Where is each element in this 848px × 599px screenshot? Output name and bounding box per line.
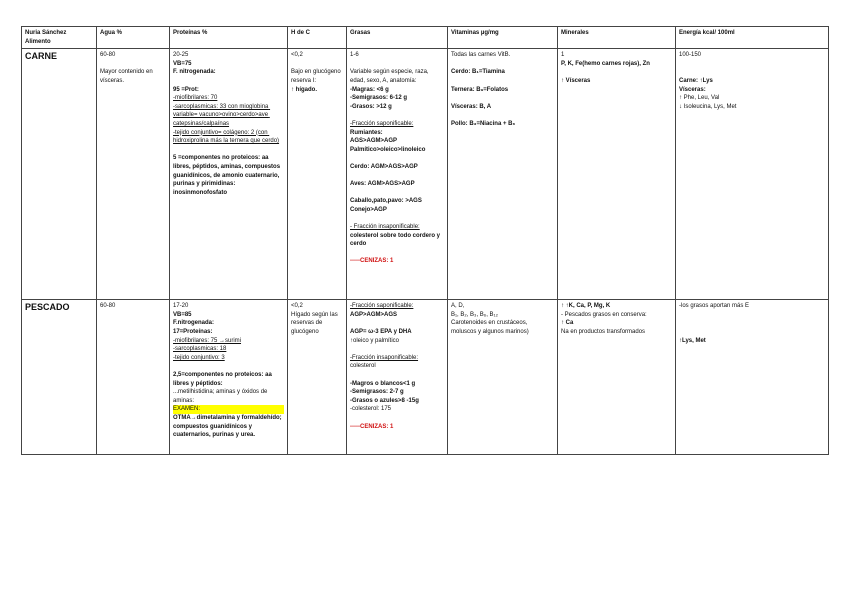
- header-food: Nuria Sánchez Alimento: [22, 27, 97, 49]
- row-carne: [22, 49, 829, 300]
- header-protein: Proteínas %: [170, 27, 288, 49]
- header-fat: Grasas: [347, 27, 448, 49]
- cell-line: AGS>AGM>AGP: [350, 138, 398, 145]
- cell-line: [451, 60, 554, 69]
- cell-energy: [676, 300, 829, 455]
- cell-line: [679, 311, 825, 320]
- cell-line: Vísceras: B, A: [451, 103, 492, 110]
- cell-line: Pollo: B₃=Niacina + B₆: [451, 120, 516, 127]
- cell-line: [350, 189, 444, 198]
- cell-line: ...metilhistidina; aminas y óxidos de aminas:: [173, 389, 270, 404]
- cell-line: Ternera: B₉=Folatos: [451, 86, 509, 93]
- cell-line: Conejo>AGP: [350, 206, 387, 213]
- cell-line: B₁, B₂, B₃, B₆, B₁₂: [451, 311, 498, 318]
- cell-line: 20-25: [173, 52, 189, 59]
- cell-line: [291, 60, 343, 69]
- cell-minerals: [558, 300, 676, 455]
- cell-protein: [170, 49, 288, 300]
- cell-line: -----CENIZAS: 1: [350, 258, 394, 265]
- cell-line: [350, 249, 444, 258]
- cell-line: [350, 172, 444, 181]
- cell-line: -los grasos aportan más E: [679, 303, 750, 310]
- cell-line: AGP>AGM>AGS: [350, 311, 398, 318]
- cell-line: Bajo en glucógeno reserva I:: [291, 69, 343, 84]
- cell-carbs: [288, 300, 347, 455]
- cell-line: VB=75: [173, 60, 192, 67]
- cell-line: 17-20: [173, 303, 189, 310]
- cell-line: -sarcoplasmicas: 18: [173, 346, 227, 353]
- cell-line: -Fracción saponificable:: [350, 303, 414, 310]
- cell-line: -miofibrilares: 70: [173, 95, 218, 102]
- cell-fat: [347, 300, 448, 455]
- cell-line: ↑ ↑K, Ca, P, Mg, K: [561, 303, 611, 310]
- cell-line: Palmítico>oleico>linoleico: [350, 146, 426, 153]
- cell-line: ↓ Isoleucina, Lys, Met: [679, 103, 737, 110]
- cell-line: 5 =componentes no proteicos: aa libres, péptidos, aminas, compuestos guanidínicos, de amonio cuaternario, purinas y pirimidinas:: [173, 155, 282, 188]
- cell-line: Hígado según las reservas de glucógeno: [291, 311, 340, 335]
- cell-line: inosinmonofosfato: [173, 189, 227, 196]
- cell-line: Todas las carnes VitB.: [451, 52, 511, 59]
- header-carbs: H de C: [288, 27, 347, 49]
- nutrition-table: [21, 26, 829, 455]
- cell-line: Na en productos transformados: [561, 328, 646, 335]
- cell-line: ↑ Ca: [561, 320, 574, 327]
- food-name: CARNE: [22, 49, 97, 300]
- header-water: Agua %: [97, 27, 170, 49]
- cell-line: [350, 345, 444, 354]
- cell-line: AGP= ω-3 EPA y DHA: [350, 328, 412, 335]
- cell-line: ↑ Vísceras: [561, 77, 591, 84]
- cell-line: -Semigrasos: 2-7 g: [350, 389, 404, 396]
- cell-line: [451, 77, 554, 86]
- cell-line: Carne: ↑Lys: [679, 77, 713, 84]
- header-vitamins: Vitaminas µg/mg: [448, 27, 558, 49]
- cell-line: P, K, Fe(hemo carnes rojas), Zn: [561, 60, 650, 67]
- cell-line: [451, 111, 554, 120]
- cell-line: Rumiantes:: [350, 129, 383, 136]
- food-name: PESCADO: [22, 300, 97, 455]
- cell-line: [451, 94, 554, 103]
- cell-line: Cerdo: AGM>AGS>AGP: [350, 163, 418, 170]
- cell-line: -tejido conjuntivo: 3: [173, 354, 225, 361]
- cell-water: [97, 49, 170, 300]
- cell-line: [350, 414, 444, 423]
- cell-line: - Fracción insaponificable:: [350, 224, 420, 231]
- row-pescado: [22, 300, 829, 455]
- cell-line: Cerdo: B₁=Tiamina: [451, 69, 505, 76]
- cell-line: 1-6: [350, 52, 359, 59]
- cell-fat: [347, 49, 448, 300]
- cell-line: Aves: AGM>AGS>AGP: [350, 181, 415, 188]
- cell-line: Variable según especie, raza, edad, sexo, A, anatomía:: [350, 69, 431, 84]
- cell-line: Mayor contenido en vísceras.: [100, 69, 155, 84]
- cell-line: 60-80: [100, 303, 116, 310]
- cell-line: -sarcoplasmicas: 33 con mioglobina variable= vacuno>ovino>cerdo>ave catepsinas/calpaínas: [173, 103, 271, 127]
- cell-line: ↑oleico y palmítico: [350, 337, 400, 344]
- cell-line: 100-150: [679, 52, 702, 59]
- cell-line: ↑Lys, Met: [679, 337, 706, 344]
- cell-line: 17=Proteínas:: [173, 328, 213, 335]
- cell-line: -Fracción saponificable:: [350, 120, 414, 127]
- cell-carbs: [288, 49, 347, 300]
- cell-line: -colesterol: 175: [350, 406, 392, 413]
- cell-line: -tejido conjuntivo= colágeno: 2 (con hidroxiprolina más la ternera que cerdo): [173, 129, 280, 145]
- header-row: [22, 27, 829, 49]
- cell-line: -miofibrilares: 75 →surimi: [173, 337, 242, 344]
- cell-line: [350, 214, 444, 223]
- cell-line: 95 =Prot:: [173, 86, 199, 93]
- cell-line: [350, 60, 444, 69]
- cell-line: -Magras: <6 g: [350, 86, 389, 93]
- cell-line: A, D,: [451, 303, 465, 310]
- cell-vitamins: [448, 300, 558, 455]
- cell-line: F.nitrogenada:: [173, 320, 215, 327]
- cell-line: ↑ hígado.: [291, 86, 317, 93]
- cell-line: colesterol sobre todo cordero y cerdo: [350, 232, 442, 248]
- cell-line: <0,2: [291, 303, 303, 310]
- cell-line: [561, 68, 672, 77]
- cell-line: [173, 362, 284, 371]
- cell-water: [97, 300, 170, 455]
- cell-energy: [676, 49, 829, 300]
- cell-line: [173, 146, 284, 155]
- cell-line: [350, 319, 444, 328]
- header-minerals: Minerales: [558, 27, 676, 49]
- cell-line: ↑ Phe, Leu, Val: [679, 95, 720, 102]
- cell-line: -Grasos o azules>8 -15g: [350, 397, 419, 404]
- cell-line: [679, 328, 825, 337]
- cell-line: [679, 60, 825, 69]
- cell-line: -----CENIZAS: 1: [350, 423, 394, 430]
- cell-line: [679, 68, 825, 77]
- cell-line: Carotenoides en crustáceos, moluscos y algunos marinos): [451, 320, 530, 335]
- cell-line: -Magros o blancos<1 g: [350, 380, 416, 387]
- cell-line: VB=85: [173, 311, 192, 318]
- cell-vitamins: [448, 49, 558, 300]
- cell-line: <0,2: [291, 52, 303, 59]
- cell-line: -Grasos: >12 g: [350, 103, 392, 110]
- cell-line: EXAMEN:: [173, 405, 284, 414]
- cell-line: colesterol: [350, 363, 376, 370]
- cell-line: [350, 111, 444, 120]
- header-energy: Energía kcal/ 100ml: [676, 27, 829, 49]
- cell-line: F. nitrogenada:: [173, 69, 216, 76]
- cell-line: -Fracción insaponificable:: [350, 354, 419, 361]
- cell-line: - Pescados grasos en conserva:: [561, 311, 647, 318]
- cell-line: Caballo,pato,pavo: >AGS: [350, 198, 422, 205]
- cell-line: [173, 77, 284, 86]
- cell-line: [350, 371, 444, 380]
- cell-line: Vísceras:: [679, 86, 706, 93]
- cell-line: [100, 60, 166, 69]
- cell-line: OTMA→dimetalamina y formaldehído; compuestos guanidínicos y cuaternarios, purinas y urea.: [173, 414, 284, 439]
- cell-line: 1: [561, 52, 565, 59]
- cell-line: 2,5=componentes no proteicos: aa libres y péptidos:: [173, 371, 274, 387]
- cell-line: [679, 319, 825, 328]
- cell-line: 60-80: [100, 52, 116, 59]
- cell-line: [350, 154, 444, 163]
- cell-minerals: [558, 49, 676, 300]
- cell-protein: [170, 300, 288, 455]
- cell-line: -Semigrasos: 6-12 g: [350, 95, 408, 102]
